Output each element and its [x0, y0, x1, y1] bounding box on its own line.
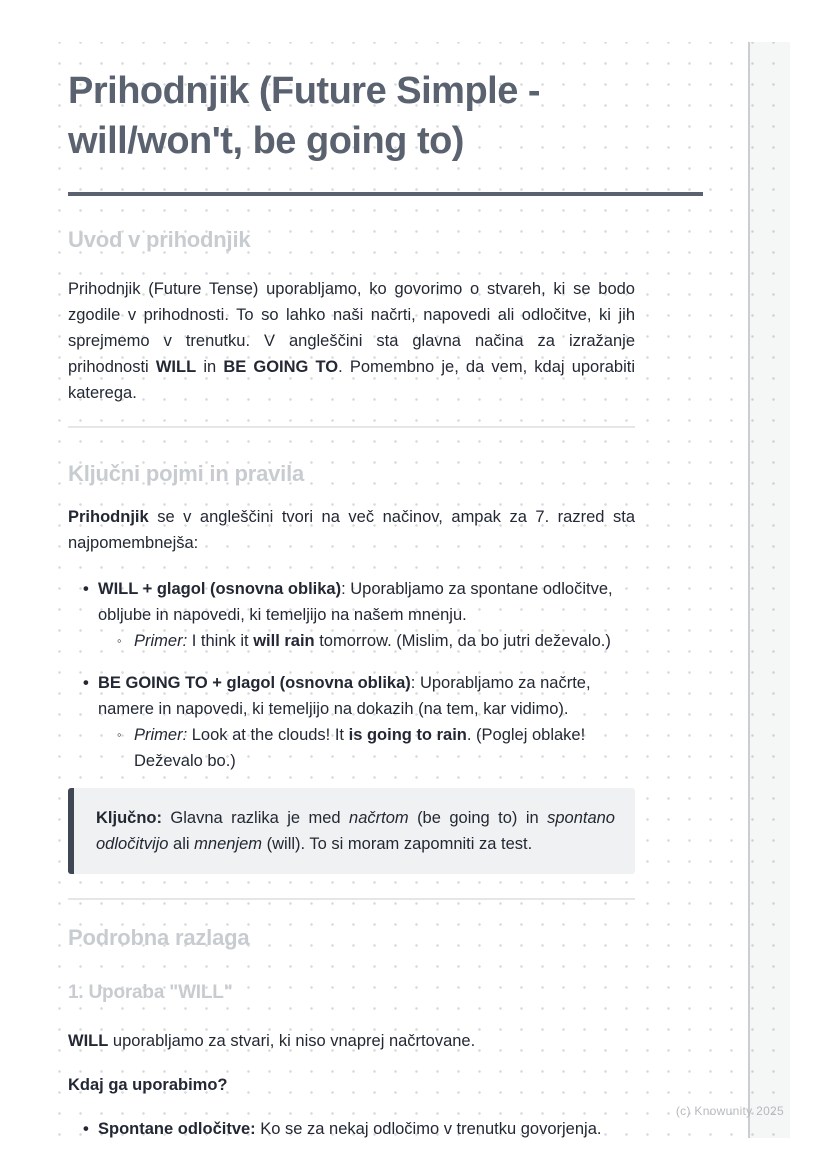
text-segment-bold: is going to rain — [348, 726, 467, 744]
example-sublist — [98, 628, 635, 654]
text-segment-italic: Primer: — [134, 632, 188, 650]
text-segment: (be going to) in — [408, 809, 548, 827]
list-item-spontane-odlocitve — [98, 1116, 635, 1142]
list-item-text — [98, 674, 591, 718]
text-segment: Look at the clouds! It — [187, 726, 349, 744]
text-segment-bold: WILL + glagol (osnovna oblika) — [98, 580, 342, 598]
text-segment: se v angleščini tvori na več načinov, ampak za 7. razred sta najpomembnejša: — [68, 508, 635, 552]
section-heading-uvod: Uvod v prihodnjik — [68, 227, 251, 252]
text-segment-bold: BE GOING TO — [223, 358, 339, 376]
text-segment-bold: Spontane odločitve: — [98, 1120, 256, 1138]
text-segment: Glavna razlika je med — [162, 809, 350, 827]
text-segment: : Uporabljamo za spontane odločitve, obljube in napovedi, ki temeljijo na našem mnenju. — [98, 580, 613, 624]
text-segment-italic: Primer: — [134, 726, 188, 744]
text-segment-italic: spontano odločitvijo — [96, 809, 615, 853]
page-curl-edge — [748, 42, 790, 1138]
text-segment-bold: WILL — [155, 358, 197, 376]
text-segment: in — [196, 358, 224, 376]
copyright-watermark: (c) Knowunity 2025 — [675, 1104, 784, 1118]
rules-intro-paragraph — [68, 504, 635, 556]
text-segment: I think it — [187, 632, 254, 650]
text-segment-bold: Prihodnjik — [68, 508, 149, 526]
text-segment: Prihodnjik (Future Tense) uporabljamo, ko govorimo o stvareh, ki se bodo zgodile v prihodnosti. To so lahko naši načrti, napovedi ali odločitve, ki jih sprejmemo v trenutku. V angleščini sta glavna načina za izražanje prihodnosti — [68, 280, 635, 376]
section-heading-podrobna-razlaga: Podrobna razlaga — [68, 925, 250, 950]
text-segment: (will). To si moram zapomniti za test. — [262, 835, 533, 853]
text-segment: ali — [168, 835, 195, 853]
example-item — [134, 628, 635, 654]
text-segment: : Uporabljamo za načrte, namere in napovedi, ki temeljijo na dokazih (na tem, kar vidimo). — [98, 674, 591, 718]
list-item-be-going-to — [98, 670, 635, 774]
text-segment-bold: Ključno: — [96, 809, 162, 827]
text-segment-bold: WILL — [68, 1032, 109, 1050]
text-segment-bold: will rain — [253, 632, 315, 650]
will-usage-list — [68, 1116, 635, 1142]
example-item — [134, 722, 635, 774]
page-title: Prihodnjik (Future Simple - will/won't, be going to) — [68, 70, 541, 162]
kdaj-question-paragraph — [68, 1072, 635, 1098]
text-segment-italic: načrtom — [349, 809, 409, 827]
text-segment-bold: BE GOING TO + glagol (osnovna oblika) — [98, 674, 411, 692]
text-segment: . (Poglej oblake! Deževalo bo.) — [134, 726, 586, 770]
text-segment: . Pomembno je, da vem, kdaj uporabiti katerega. — [68, 358, 635, 402]
section-divider — [68, 426, 635, 428]
key-callout-box — [68, 788, 635, 874]
will-paragraph — [68, 1028, 635, 1054]
text-segment: uporabljamo za stvari, ki niso vnaprej načrtovane. — [108, 1032, 476, 1050]
intro-paragraph — [68, 276, 635, 406]
text-segment-bold: Kdaj ga uporabimo? — [68, 1076, 228, 1094]
list-item-will — [98, 576, 635, 654]
rules-list — [68, 576, 635, 774]
title-divider — [68, 192, 703, 196]
text-segment: tomorrow. (Mislim, da bo jutri deževalo.) — [314, 632, 611, 650]
section-divider — [68, 898, 635, 900]
page-content — [42, 42, 703, 1142]
example-sublist — [98, 722, 635, 774]
text-segment-italic: mnenjem — [194, 835, 263, 853]
text-segment: Ko se za nekaj odločimo v trenutku govorjenja. — [255, 1120, 602, 1138]
notes-page — [42, 42, 790, 1138]
section-heading-kljucni-pojmi: Ključni pojmi in pravila — [68, 461, 305, 486]
list-item-text — [98, 580, 613, 624]
subsection-heading-uporaba-will: 1. Uporaba "WILL" — [68, 982, 233, 1003]
